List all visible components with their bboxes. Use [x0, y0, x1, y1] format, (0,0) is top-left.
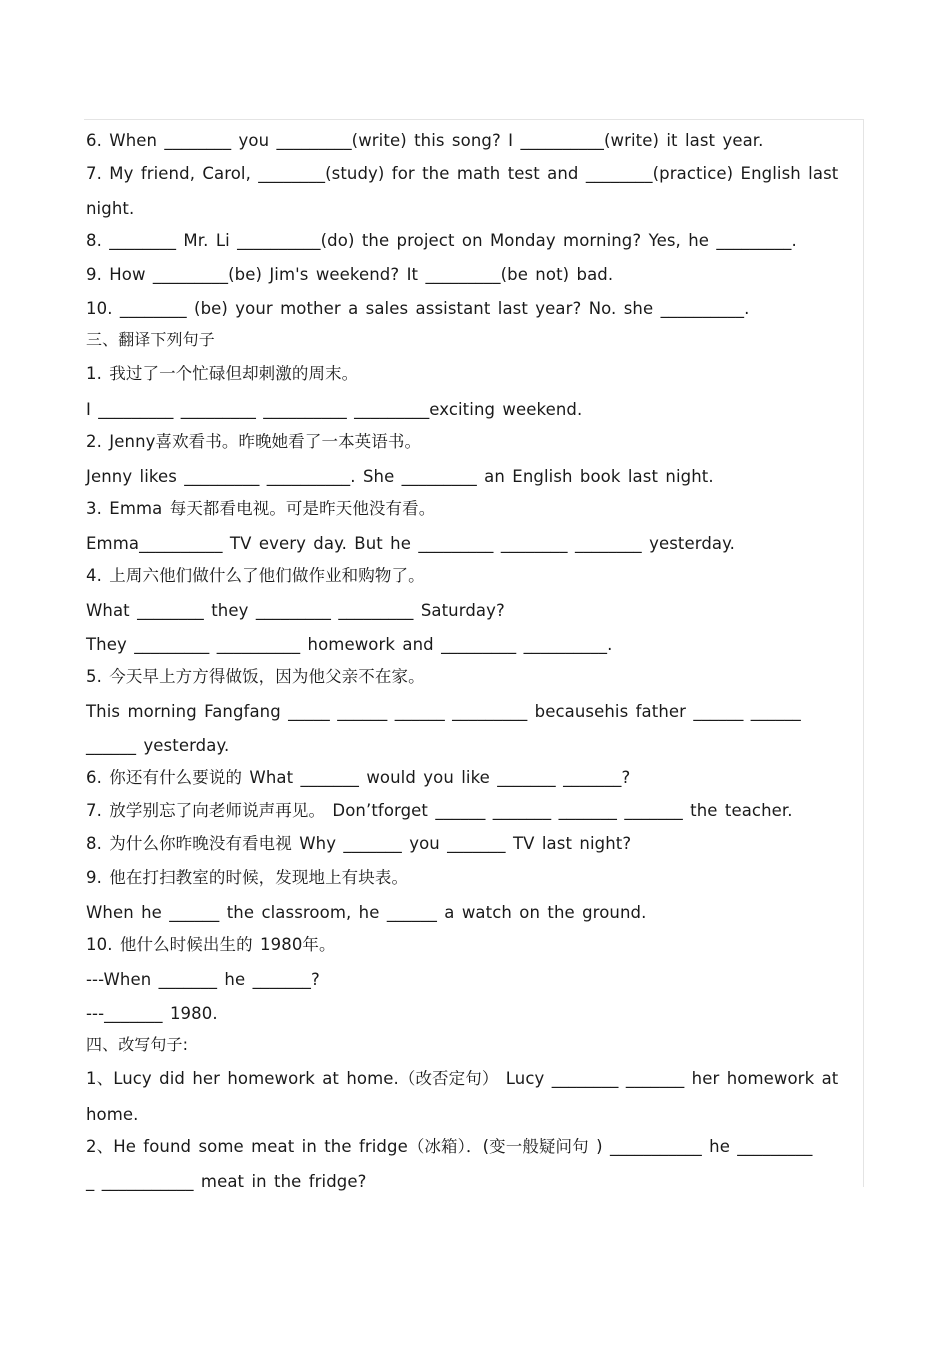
exercise-line: home. — [86, 1105, 139, 1124]
exercise-line: 6. When ________ you _________(write) this song? I __________(write) it last year. — [86, 131, 764, 150]
exercise-line: 10. 他什么时候出生的 1980年。 — [86, 935, 336, 954]
exercise-line: 8. 为什么你昨晚没有看电视 Why _______ you _______ TV last night? — [86, 834, 632, 853]
exercise-line: 3. Emma 每天都看电视。可是昨天他没有看。 — [86, 499, 436, 518]
exercise-line: 9. 他在打扫教室的时候，发现地上有块表。 — [86, 868, 409, 887]
exercise-line: 1. 我过了一个忙碌但却刺激的周末。 — [86, 364, 359, 383]
exercise-line: _ ___________ meat in the fridge? — [86, 1172, 367, 1191]
exercise-line: They _________ __________ homework and _________ __________. — [86, 635, 613, 654]
section-heading: 三、翻译下列句子 — [86, 330, 215, 349]
exercise-line: 2. Jenny喜欢看书。昨晚她看了一本英语书。 — [86, 432, 422, 451]
exercise-line: ---When _______ he _______? — [86, 970, 320, 989]
exercise-line: 5. 今天早上方方得做饭，因为他父亲不在家。 — [86, 667, 425, 686]
section-heading: 四、改写句子: — [86, 1035, 189, 1054]
exercise-line: 8. ________ Mr. Li __________(do) the project on Monday morning? Yes, he _________. — [86, 231, 797, 250]
exercise-line: When he ______ the classroom, he ______ a watch on the ground. — [86, 903, 647, 922]
exercise-line: 1、Lucy did her homework at home.（改否定句） Lucy ________ _______ her homework at — [86, 1069, 839, 1088]
exercise-line: What ________ they _________ _________ Saturday? — [86, 601, 505, 620]
exercise-line: This morning Fangfang _____ ______ ______ _________ becausehis father ______ ______ — [86, 702, 801, 721]
exercise-line: 2、He found some meat in the fridge（冰箱）．(变一般疑问句 ) ___________ he _________ — [86, 1137, 813, 1156]
exercise-line: 7. My friend, Carol, ________(study) for the math test and ________(practice) English last — [86, 164, 839, 183]
exercise-line: 10. ________ (be) your mother a sales assistant last year? No. she __________. — [86, 299, 750, 318]
exercise-line: Jenny likes _________ __________. She _________ an English book last night. — [86, 467, 714, 486]
exercise-line: night. — [86, 199, 135, 218]
exercise-line: 6. 你还有什么要说的 What _______ would you like _______ _______? — [86, 768, 631, 787]
exercise-line: Emma__________ TV every day. But he _________ ________ ________ yesterday. — [86, 534, 735, 553]
exercise-line: I _________ _________ __________ _________exciting weekend. — [86, 400, 583, 419]
exercise-line: ______ yesterday. — [86, 736, 230, 755]
exercise-line: 7. 放学别忘了向老师说声再见。 Don’tforget ______ _______ _______ _______ the teacher. — [86, 801, 793, 820]
exercise-line: 9. How _________(be) Jim's weekend? It _________(be not) bad. — [86, 265, 614, 284]
exercise-line: 4. 上周六他们做什么了他们做作业和购物了。 — [86, 566, 425, 585]
exercise-line: ---_______ 1980. — [86, 1004, 218, 1023]
